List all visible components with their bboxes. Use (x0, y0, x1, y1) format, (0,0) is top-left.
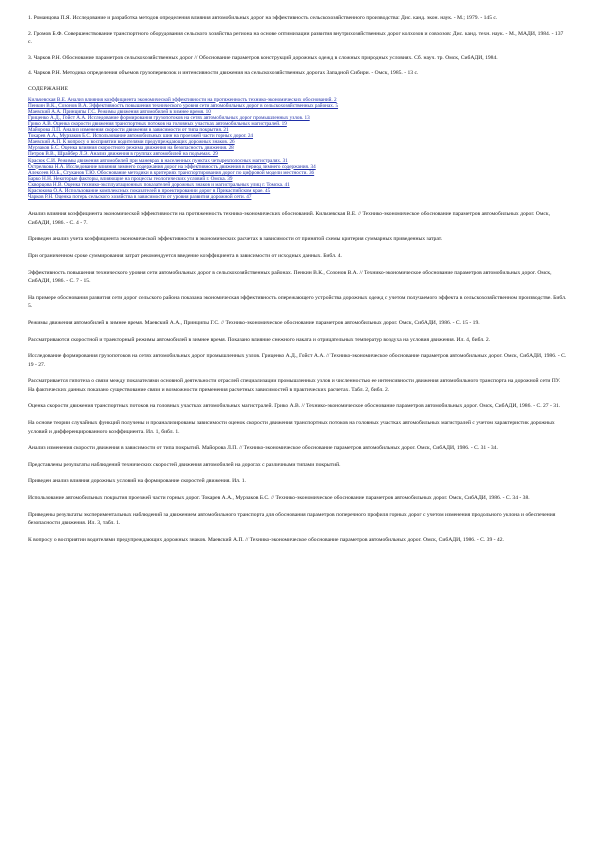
abstracts (28, 210, 568, 544)
abstract-paragraph: Режимы движения автомобилей в зимнее время. Маевский А.А., Принципы Г.С. // Технико-экономическое обоснование параметров автомобильных дорог. Омск, СибАДИ, 1986. - С. 15 - 19. (28, 319, 480, 326)
toc-link[interactable]: Барко Н.Н. Некоторые факторы, влияющие на процессы геологических условий г. Омска. 39 (28, 175, 233, 182)
toc-link[interactable]: Острелкова Н.А. Исследование влияния зимнего содержания дорог на эффективность движения в период зимнего содержания. 34 (28, 163, 316, 170)
toc-link[interactable]: Грико А.В. Оценка скорости движения транспортных потоков на головных участках автомобильных магистралей. 19 (28, 120, 287, 127)
abstract-paragraph: Анализ влияния коэффициента экономической эффективности на протяженность технико-экономических обоснований. Кильчевская В.Е. // Технико-экономическое обоснование параметров автомобильных дорог. Омск, СибАДИ, 1986. - С. 4 - 7. (28, 211, 550, 226)
reference-item: 4. Чарков Р.Н. Методика определения объемов грузоперевозок и интенсивности движения на сельскохозяйственных дорогах Западной Сибири. - Омск, 1985. - 13 с. (28, 70, 419, 77)
abstract-paragraph: На основе теории случайных функций получены и проанализированы зависимости оценок скорости движения транспортных потоков на головных участках автомобильных магистралей с учетом характеристик дорожных условий и дифференцированного коэффициента. Ил. 1, библ. 1. (28, 420, 555, 435)
abstract-paragraph: Приведен анализ влияния дорожных условий на формирование скоростей движения. Ил. 1. (28, 478, 246, 485)
abstract-paragraph: Анализ изменения скорости движения в зависимости от типа покрытий. Майорова Л.П. // Технико-экономическое обоснование параметров автомобильных дорог. Омск, СибАДИ, 1986. - С. 31 - 34. (28, 445, 498, 452)
toc-link[interactable]: Красюк С.И. Режимы движения автомобилей при маневрах в населенных пунктах четырехполосных магистралях. 31 (28, 157, 288, 164)
abstract-paragraph: Приведены результаты экспериментальных наблюдений за движением автомобильного транспорта для обоснования параметров поперечного профиля горных дорог с учетом изменения продольного уклона и обеспечения безопасности движения. Ил. 3, табл. 1. (28, 511, 556, 527)
reference-item: 1. Романцова П.Я. Исследование и разработка методов определения влияния автомобильных дорог на эффективность сельскохозяйственного производства: Дис. канд. экон. наук. - М.; 1979. - 145 с. (28, 15, 498, 21)
document-page (28, 14, 568, 552)
abstract-paragraph: Оценка скорости движения транспортных потоков на головных участках автомобильных магистралей. Грико А.В. // Технико-экономическое обоснование параметров автомобильных дорог. Омск, СибАДИ, 1986. - С. 27 - 31. (28, 403, 561, 410)
toc-link[interactable]: Токарев А.А., Мурзаков Б.С. Использование автомобильных шин на проезжей части горных дорог. 24 (28, 133, 254, 140)
toc-link[interactable]: Гриценко А.Д., Гойст А.А. Исследование формирования грузопотоков на сетях автомобильных дорог промышленных узлов. 13 (28, 114, 310, 121)
toc-link[interactable]: Петров В.В., Шрайбер Л.Э. Анализ движения в группах автомобилей на подъемах. 29 (28, 151, 218, 158)
toc-link[interactable]: Кильчевская В.Е. Анализ влияния коэффициента экономической эффективности на протяженность технико-экономических обоснований. 2 (28, 96, 337, 103)
toc-link[interactable]: Пенкин В.К., Созонов В.А. Эффективность повышения технического уровня сети автомобильных дорог в сельскохозяйственных районах. 5 (28, 102, 339, 109)
reference-item: 2. Громов Б.Ф. Совершенствование транспортного оборудования сельского хозяйства региона на основе оптимизации развития внутрихозяйственных дорог колхозов и совхозов: Дис. канд. техн. наук. - М., МАДИ, 1984. - 137 с. (28, 30, 564, 46)
toc-link[interactable]: Красюкова О.А. Использование комплексных показателей в проектировании дорог в Прикаспийском крае. 45 (28, 187, 271, 194)
toc-link[interactable]: Чарков Р.Н. Оценка потерь сельского хозяйства в зависимости от уровня развития дорожной сети. 47 (28, 194, 252, 201)
abstract-paragraph: При ограниченном сроке суммирования затрат рекомендуется введение коэффициента в зависимости от исходных данных. Библ. 4. (28, 252, 342, 259)
reference-item: 3. Чарков Р.Н. Обоснование параметров сельскохозяйственных дорог // Обоснование параметров конструкций дорожных одежд в сложных природных условиях. Сб. науч. тр. Омск, СибАДИ, 1984. (28, 54, 498, 61)
toc-title: СОДЕРЖАНИЕ (28, 85, 69, 92)
abstract-paragraph: Использование автомобильных покрытия проезжей части горных дорог. Токарев А.А., Мурзаков Б.С. // Технико-экономическое обоснование параметров автомобильных дорог. Омск, СибАДИ, 1986. - С. 34 - 38. (28, 495, 530, 502)
toc-link[interactable]: Маевский А.А. Принципы Г.С. Режимы движения автомобилей в зимнее время. 10 (28, 108, 211, 115)
abstract-paragraph: Представлены результаты наблюдений технических скоростей движения автомобилей на дорогах с различными типами покрытий. (28, 461, 341, 468)
abstract-paragraph: Приведен анализ учета коэффициента экономической эффективности в экономических расчетах в зависимости от принятой схемы критерия суммарных приведенных затрат. (28, 236, 443, 243)
abstract-paragraph: На примере обоснования развития сети дорог сельского района показана экономическая эффективность опережающего устройства дорожных одежд с учетом получаемого эффекта в сельскохозяйственном производстве. Библ. 5. (28, 294, 567, 310)
abstract-paragraph: Рассматриваются скоростной и траекторный режимы автомобилей в зимнее время. Показано влияние снежного наката и отрицательных температур воздуха на условия движения. Ил. 4, библ. 2. (28, 336, 491, 343)
toc-link[interactable]: Алексеев Ю.Б., Стуканов Т.Ю. Обоснование методики в критериях транспортирования дорог по цифровой модели местности. 36 (28, 169, 315, 176)
abstract-paragraph: Эффективность повышения технического уровня сети автомобильных дорог в сельскохозяйственных районах. Пенкин В.К., Созонов В.А. // Технико-экономическое обоснование параметров автомобильных дорог. Омск, СибАДИ, 1986. - С. 7 - 15. (28, 269, 552, 285)
table-of-contents (28, 97, 568, 201)
abstract-paragraph: Рассматривается гипотеза о связи между показателями основной деятельности отраслей специализации промышленных узлов и численностью ее интенсивности движения автомобильного транспорта на дорожной сети ПУ. На фактических данных показано существование связи и возможности применения расчетных зависимостей в практических расчетах. Табл. 2, библ. 2. (28, 378, 561, 393)
abstract-paragraph: Исследование формирования грузопотоков на сетях автомобильных дорог промышленных узлов. Гриценко А.Д., Гойст А.А. // Технико-экономическое обоснование параметров автомобильных дорог. Омск, СибАДИ, 1986. - С. 19 - 27. (28, 353, 567, 368)
toc-link[interactable]: Скворцова Н.В. Оценка технико-эксплуатационных показателей дорожных знаков и магистральных улиц г. Томска. 41 (28, 181, 290, 188)
toc-link[interactable]: Маевский А.П. К вопросу о восприятии водителями предупреждающих дорожных знаков. 26 (28, 139, 235, 146)
reference-list (28, 14, 568, 78)
toc-link[interactable]: Майорова Л.П. Анализ изменения скорости движения в зависимости от типа покрытия. 21 (28, 127, 229, 134)
abstract-paragraph: К вопросу о восприятии водителями предупреждающих дорожных знаков. Маевский А.П. // Технико-экономическое обоснование параметров автомобильных дорог. Омск, СибАДИ, 1986. - С. 39 - 42. (28, 536, 504, 543)
toc-link[interactable]: Мурзаков Б.С. Оценка влияния скоростного режима движения на безопасность движения. 28 (28, 145, 234, 152)
